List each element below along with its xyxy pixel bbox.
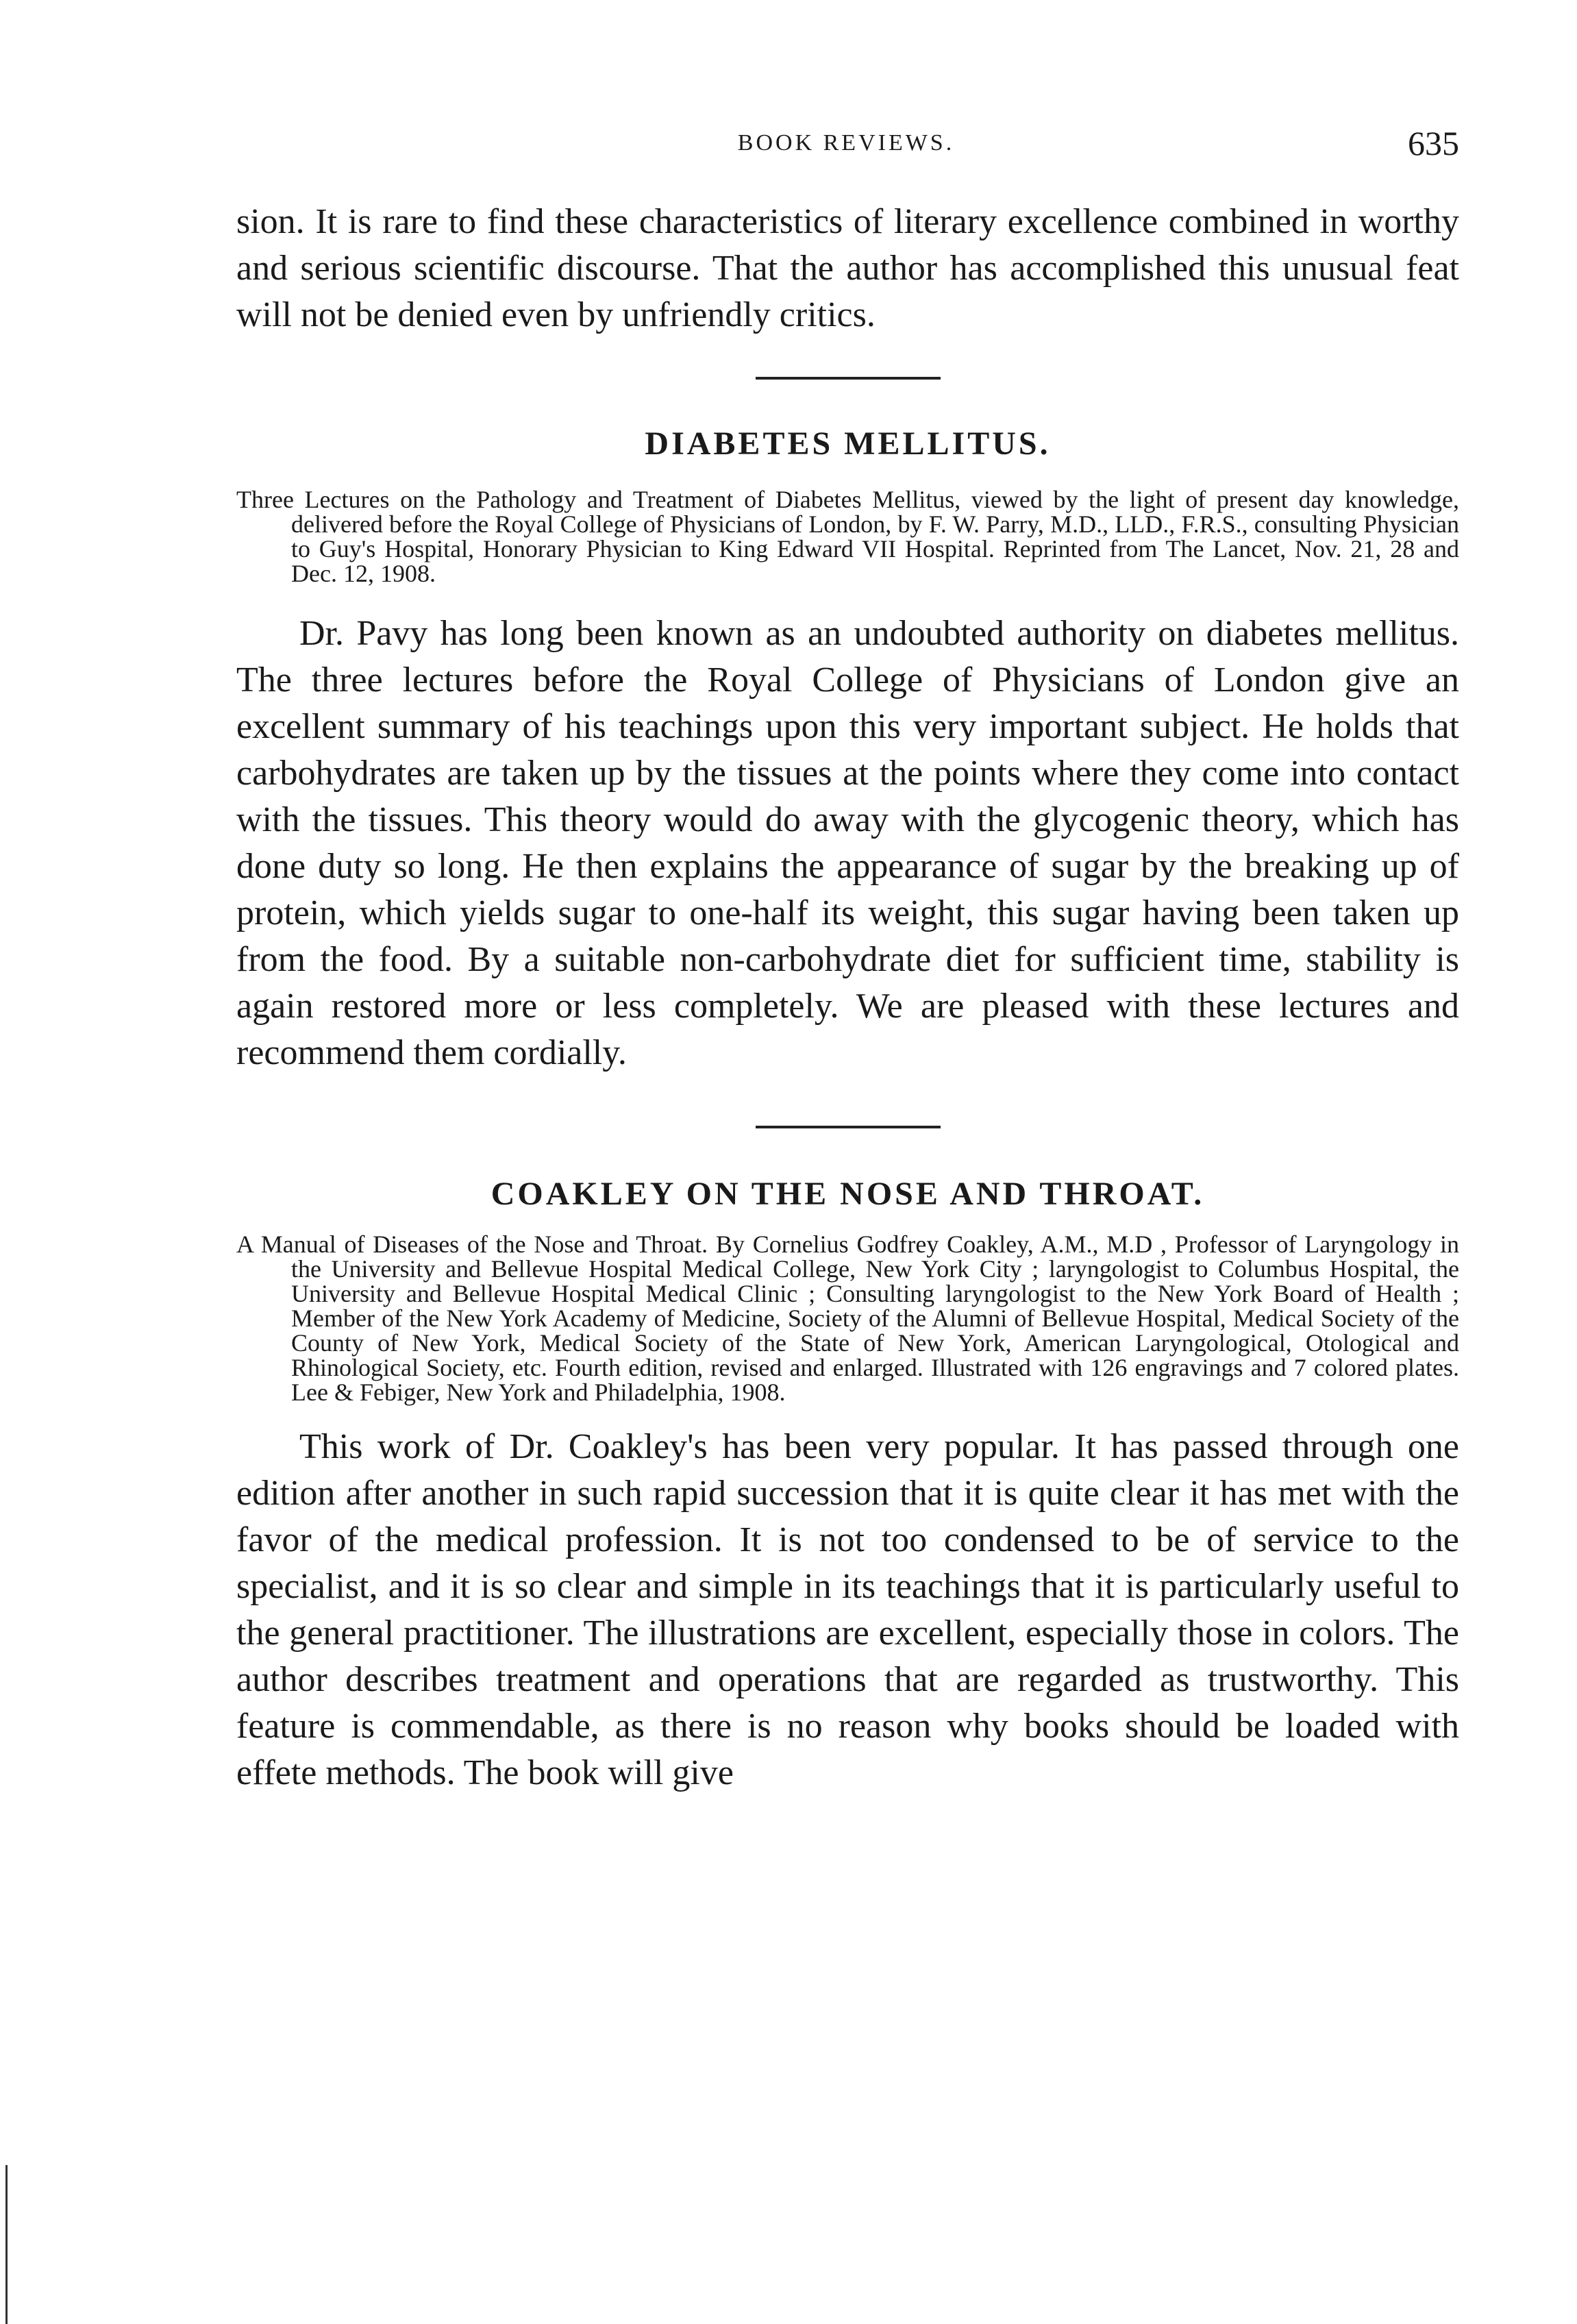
section-divider-rule <box>756 1126 941 1128</box>
coakley-citation: A Manual of Diseases of the Nose and Throat. By Cornelius Godfrey Coakley, A.M., M.D , Professor of Laryngology in the University and Bellevue Hospital Medical College, New York City ; laryngologist to Columbus Hospital, the University and Bellevue Hospital Medical Clinic ; Consulting laryngologist to the New York Board of Health ; Member of the New York Academy of Medicine, Society of the Alumni of Bellevue Hospital, Medical Society of the County of New York, Medical Society of the State of New York, American Laryngological, Otological and Rhinological Society, etc. Fourth edition, revised and enlarged. Illustrated with 126 engravings and 7 colored plates. Lee & Febiger, New York and Philadelphia, 1908. <box>236 1231 1459 1406</box>
scan-edge-mark <box>5 2165 8 2324</box>
diabetes-review-body: Dr. Pavy has long been known as an undoubted authority on diabetes mellitus. The three lectures before the Royal College of Physicians of London give an excellent summary of his teachings upon this very important subject. He holds that carbohydrates are taken up by the tissues at the points where they come into contact with the tissues. This theory would do away with the glycogenic theory, which has done duty so long. He then explains the appearance of sugar by the breaking up of protein, which yields sugar to one-half its weight, this sugar having been taken up from the food. By a suitable non-carbohydrate diet for sufficient time, stability is again restored more or less completely. We are pleased with these lectures and recommend them cordially. <box>236 614 1459 1072</box>
coakley-section-title: COAKLEY ON THE NOSE AND THROAT. <box>491 1176 1205 1212</box>
running-title: BOOK REVIEWS. <box>737 130 955 156</box>
section-divider-rule <box>756 377 941 380</box>
coakley-review-body: This work of Dr. Coakley's has been very popular. It has passed through one edition after another in such rapid succession that it is quite clear it has met with the favor of the medical profession. It is not too condensed to be of service to the specialist, and it is so clear and simple in its teachings that it is particularly useful to the general practitioner. The illustrations are excellent, especially those in colors. The author describes treatment and operations that are regarded as trustworthy. This feature is commendable, as there is no reason why books should be loaded with effete methods. The book will give <box>236 1427 1459 1792</box>
diabetes-section-title: DIABETES MELLITUS. <box>645 425 1051 462</box>
page-number: 635 <box>1408 124 1459 162</box>
opening-paragraph: sion. It is rare to find these characteristics of literary excellence combined in worthy and serious scientific discourse. That the author has accomplished this unusual feat will not be denied even by unfriendly critics. <box>236 202 1459 334</box>
running-head <box>233 123 1459 164</box>
page-content <box>236 199 1459 1796</box>
diabetes-citation: Three Lectures on the Pathology and Treatment of Diabetes Mellitus, viewed by the light of present day knowledge, delivered before the Royal College of Physicians of London, by F. W. Parry, M.D., LLD., F.R.S., consulting Physician to Guy's Hospital, Honorary Physician to King Edward VII Hospital. Reprinted from The Lancet, Nov. 21, 28 and Dec. 12, 1908. <box>236 486 1459 587</box>
